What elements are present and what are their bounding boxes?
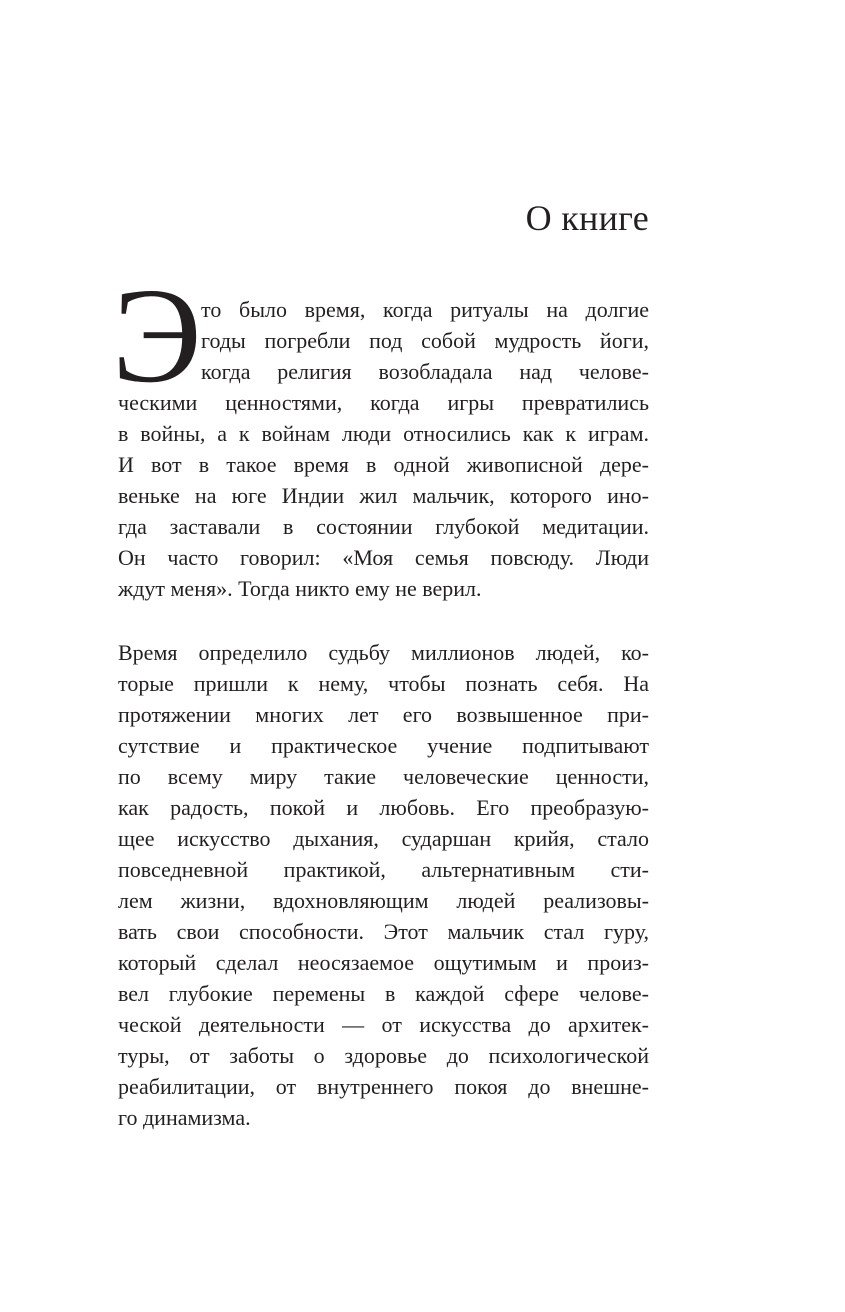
paragraph-line: ческими ценностями, когда игры превратились [118,390,649,415]
paragraph-line: протяжении многих лет его возвышенное при- [118,702,649,727]
paragraph-line: Время определило судьбу миллионов людей, ко- [118,640,649,665]
paragraph-line: по всему миру такие человеческие ценности, [118,764,649,789]
paragraph-line: реабилитации, от внутреннего покоя до внешне- [118,1074,649,1099]
paragraph-line: ждут меня». Тогда никто ему не верил. [118,576,482,601]
drop-cap: Э [112,261,202,411]
paragraph-line: как радость, покой и любовь. Его преобразую- [118,795,649,820]
paragraph-line: щее искусство дыхания, сударшан крийя, стало [118,826,649,851]
page-title: О книге [525,198,649,238]
paragraph-line: ческой деятельности — от искусства до архитек- [118,1012,649,1037]
paragraph-line: го динамизма. [118,1105,251,1130]
paragraph-line: гда заставали в состоянии глубокой медитации. [118,514,649,539]
paragraph-line: Он часто говорил: «Моя семья повсюду. Люди [118,545,649,570]
paragraph-line: то было время, когда ритуалы на долгие [201,297,649,322]
paragraph-line: сутствие и практическое учение подпитывают [118,733,649,758]
paragraph-line: И вот в такое время в одной живописной дере- [118,452,649,477]
paragraph-line: когда религия возобладала над челове- [201,359,649,384]
paragraph-line: лем жизни, вдохновляющим людей реализовы- [118,888,649,913]
paragraph-line: в войны, а к войнам люди относились как к играм. [118,421,649,446]
paragraph-line: который сделал неосязаемое ощутимым и произ- [118,950,649,975]
paragraph-line: торые пришли к нему, чтобы познать себя. На [118,671,649,696]
paragraph-line: годы погребли под собой мудрость йоги, [201,328,649,353]
paragraph-line: повседневной практикой, альтернативным сти- [118,857,649,882]
paragraph-line: вел глубокие перемены в каждой сфере челове- [118,981,649,1006]
paragraph-line: туры, от заботы о здоровье до психологической [118,1043,649,1068]
paragraph-line: вать свои способности. Этот мальчик стал гуру, [118,919,649,944]
paragraph-line: веньке на юге Индии жил мальчик, которого ино- [118,483,649,508]
